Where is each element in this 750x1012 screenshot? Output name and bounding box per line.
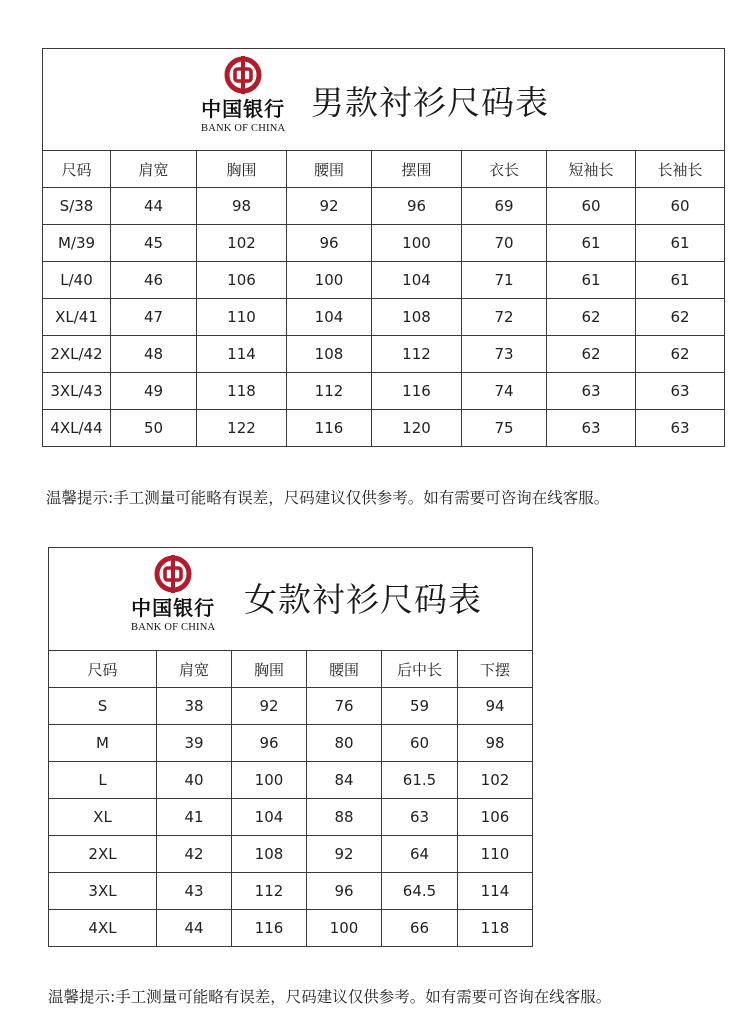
measurement-cell: 40 (157, 762, 232, 799)
measurement-cell: 46 (111, 262, 197, 299)
size-label-cell: 3XL (49, 873, 157, 910)
size-label-cell: 4XL (49, 910, 157, 947)
women-size-table (48, 650, 533, 947)
measurement-cell: 63 (547, 410, 636, 447)
men-chart-title: 男款衬衫尺码表 (311, 83, 549, 122)
measurement-cell: 63 (382, 799, 458, 836)
measurement-cell: 62 (636, 299, 725, 336)
measurement-cell: 61.5 (382, 762, 458, 799)
women-chart-title: 女款衬衫尺码表 (244, 580, 482, 619)
measurement-cell: 108 (232, 836, 307, 873)
measurement-cell: 60 (382, 725, 458, 762)
measurement-cell: 64 (382, 836, 458, 873)
table-row (49, 799, 533, 836)
measurement-cell: 49 (111, 373, 197, 410)
measurement-cell: 100 (232, 762, 307, 799)
measurement-cell: 61 (547, 262, 636, 299)
table-row (43, 299, 725, 336)
measurement-cell: 122 (197, 410, 287, 447)
measurement-cell: 41 (157, 799, 232, 836)
table-row (49, 725, 533, 762)
bank-of-china-emblem-icon (223, 55, 263, 95)
size-label-cell: L (49, 762, 157, 799)
measurement-cell: 98 (197, 188, 287, 225)
table-row (49, 836, 533, 873)
column-header: 短袖长 (547, 151, 636, 188)
size-label-cell: 4XL/44 (43, 410, 111, 447)
measurement-cell: 110 (197, 299, 287, 336)
measurement-cell: 72 (462, 299, 547, 336)
size-label-cell: XL (49, 799, 157, 836)
measurement-cell: 96 (307, 873, 382, 910)
size-label-cell: S (49, 688, 157, 725)
size-label-cell: M/39 (43, 225, 111, 262)
measurement-cell: 62 (636, 336, 725, 373)
men-bank-logo (201, 55, 285, 134)
measurement-cell: 106 (197, 262, 287, 299)
measurement-cell: 98 (458, 725, 533, 762)
column-header: 腰围 (287, 151, 372, 188)
measurement-cell: 60 (636, 188, 725, 225)
column-header: 胸围 (197, 151, 287, 188)
table-row (43, 225, 725, 262)
measurement-cell: 63 (636, 410, 725, 447)
measurement-cell: 47 (111, 299, 197, 336)
measurement-cell: 116 (287, 410, 372, 447)
column-header: 尺码 (43, 151, 111, 188)
measurement-cell: 92 (232, 688, 307, 725)
table-row (43, 188, 725, 225)
measurement-cell: 76 (307, 688, 382, 725)
measurement-cell: 61 (547, 225, 636, 262)
measurement-cell: 44 (157, 910, 232, 947)
women-measurement-tip: 温馨提示:手工测量可能略有误差，尺码建议仅供参考。如有需要可咨询在线客服。 (48, 988, 612, 1006)
measurement-cell: 120 (372, 410, 462, 447)
measurement-cell: 102 (458, 762, 533, 799)
measurement-cell: 116 (232, 910, 307, 947)
measurement-cell: 63 (547, 373, 636, 410)
column-header: 后中长 (382, 651, 458, 688)
column-header: 长袖长 (636, 151, 725, 188)
column-header: 腰围 (307, 651, 382, 688)
measurement-cell: 112 (372, 336, 462, 373)
measurement-cell: 50 (111, 410, 197, 447)
measurement-cell: 96 (372, 188, 462, 225)
measurement-cell: 61 (636, 225, 725, 262)
measurement-cell: 108 (372, 299, 462, 336)
measurement-cell: 60 (547, 188, 636, 225)
column-header: 摆围 (372, 151, 462, 188)
measurement-cell: 71 (462, 262, 547, 299)
measurement-cell: 104 (372, 262, 462, 299)
table-row (49, 688, 533, 725)
column-header: 尺码 (49, 651, 157, 688)
measurement-cell: 61 (636, 262, 725, 299)
size-label-cell: L/40 (43, 262, 111, 299)
measurement-cell: 96 (232, 725, 307, 762)
bank-name-chinese: 中国银行 (131, 596, 216, 620)
measurement-cell: 73 (462, 336, 547, 373)
table-row (49, 873, 533, 910)
measurement-cell: 118 (458, 910, 533, 947)
measurement-cell: 59 (382, 688, 458, 725)
measurement-cell: 62 (547, 299, 636, 336)
women-header-row (49, 651, 533, 688)
measurement-cell: 69 (462, 188, 547, 225)
measurement-cell: 74 (462, 373, 547, 410)
measurement-cell: 45 (111, 225, 197, 262)
column-header: 肩宽 (111, 151, 197, 188)
women-bank-logo (131, 554, 215, 633)
measurement-cell: 112 (232, 873, 307, 910)
measurement-cell: 92 (307, 836, 382, 873)
measurement-cell: 96 (287, 225, 372, 262)
measurement-cell: 108 (287, 336, 372, 373)
size-label-cell: 2XL (49, 836, 157, 873)
size-label-cell: S/38 (43, 188, 111, 225)
bank-name-english: BANK OF CHINA (131, 622, 216, 633)
measurement-cell: 118 (197, 373, 287, 410)
measurement-cell: 94 (458, 688, 533, 725)
size-label-cell: M (49, 725, 157, 762)
size-label-cell: 2XL/42 (43, 336, 111, 373)
measurement-cell: 63 (636, 373, 725, 410)
women-header-box (48, 547, 533, 651)
size-label-cell: 3XL/43 (43, 373, 111, 410)
men-size-table (42, 150, 725, 447)
men-header-box (42, 48, 725, 151)
measurement-cell: 80 (307, 725, 382, 762)
measurement-cell: 88 (307, 799, 382, 836)
men-measurement-tip: 温馨提示:手工测量可能略有误差，尺码建议仅供参考。如有需要可咨询在线客服。 (46, 489, 610, 507)
measurement-cell: 38 (157, 688, 232, 725)
measurement-cell: 70 (462, 225, 547, 262)
measurement-cell: 44 (111, 188, 197, 225)
bank-name-chinese: 中国银行 (201, 97, 286, 121)
measurement-cell: 100 (287, 262, 372, 299)
measurement-cell: 100 (372, 225, 462, 262)
measurement-cell: 92 (287, 188, 372, 225)
measurement-cell: 42 (157, 836, 232, 873)
table-row (43, 373, 725, 410)
measurement-cell: 112 (287, 373, 372, 410)
measurement-cell: 104 (232, 799, 307, 836)
measurement-cell: 84 (307, 762, 382, 799)
measurement-cell: 114 (458, 873, 533, 910)
measurement-cell: 100 (307, 910, 382, 947)
column-header: 下摆 (458, 651, 533, 688)
measurement-cell: 104 (287, 299, 372, 336)
column-header: 肩宽 (157, 651, 232, 688)
measurement-cell: 62 (547, 336, 636, 373)
table-row (49, 762, 533, 799)
bank-name-english: BANK OF CHINA (201, 123, 286, 134)
column-header: 衣长 (462, 151, 547, 188)
bank-of-china-emblem-icon (153, 554, 193, 594)
table-row (43, 262, 725, 299)
measurement-cell: 75 (462, 410, 547, 447)
measurement-cell: 64.5 (382, 873, 458, 910)
table-row (49, 910, 533, 947)
measurement-cell: 43 (157, 873, 232, 910)
measurement-cell: 102 (197, 225, 287, 262)
men-header-row (43, 151, 725, 188)
column-header: 胸围 (232, 651, 307, 688)
measurement-cell: 114 (197, 336, 287, 373)
measurement-cell: 48 (111, 336, 197, 373)
measurement-cell: 116 (372, 373, 462, 410)
size-label-cell: XL/41 (43, 299, 111, 336)
measurement-cell: 39 (157, 725, 232, 762)
table-row (43, 410, 725, 447)
measurement-cell: 66 (382, 910, 458, 947)
table-row (43, 336, 725, 373)
measurement-cell: 106 (458, 799, 533, 836)
measurement-cell: 110 (458, 836, 533, 873)
